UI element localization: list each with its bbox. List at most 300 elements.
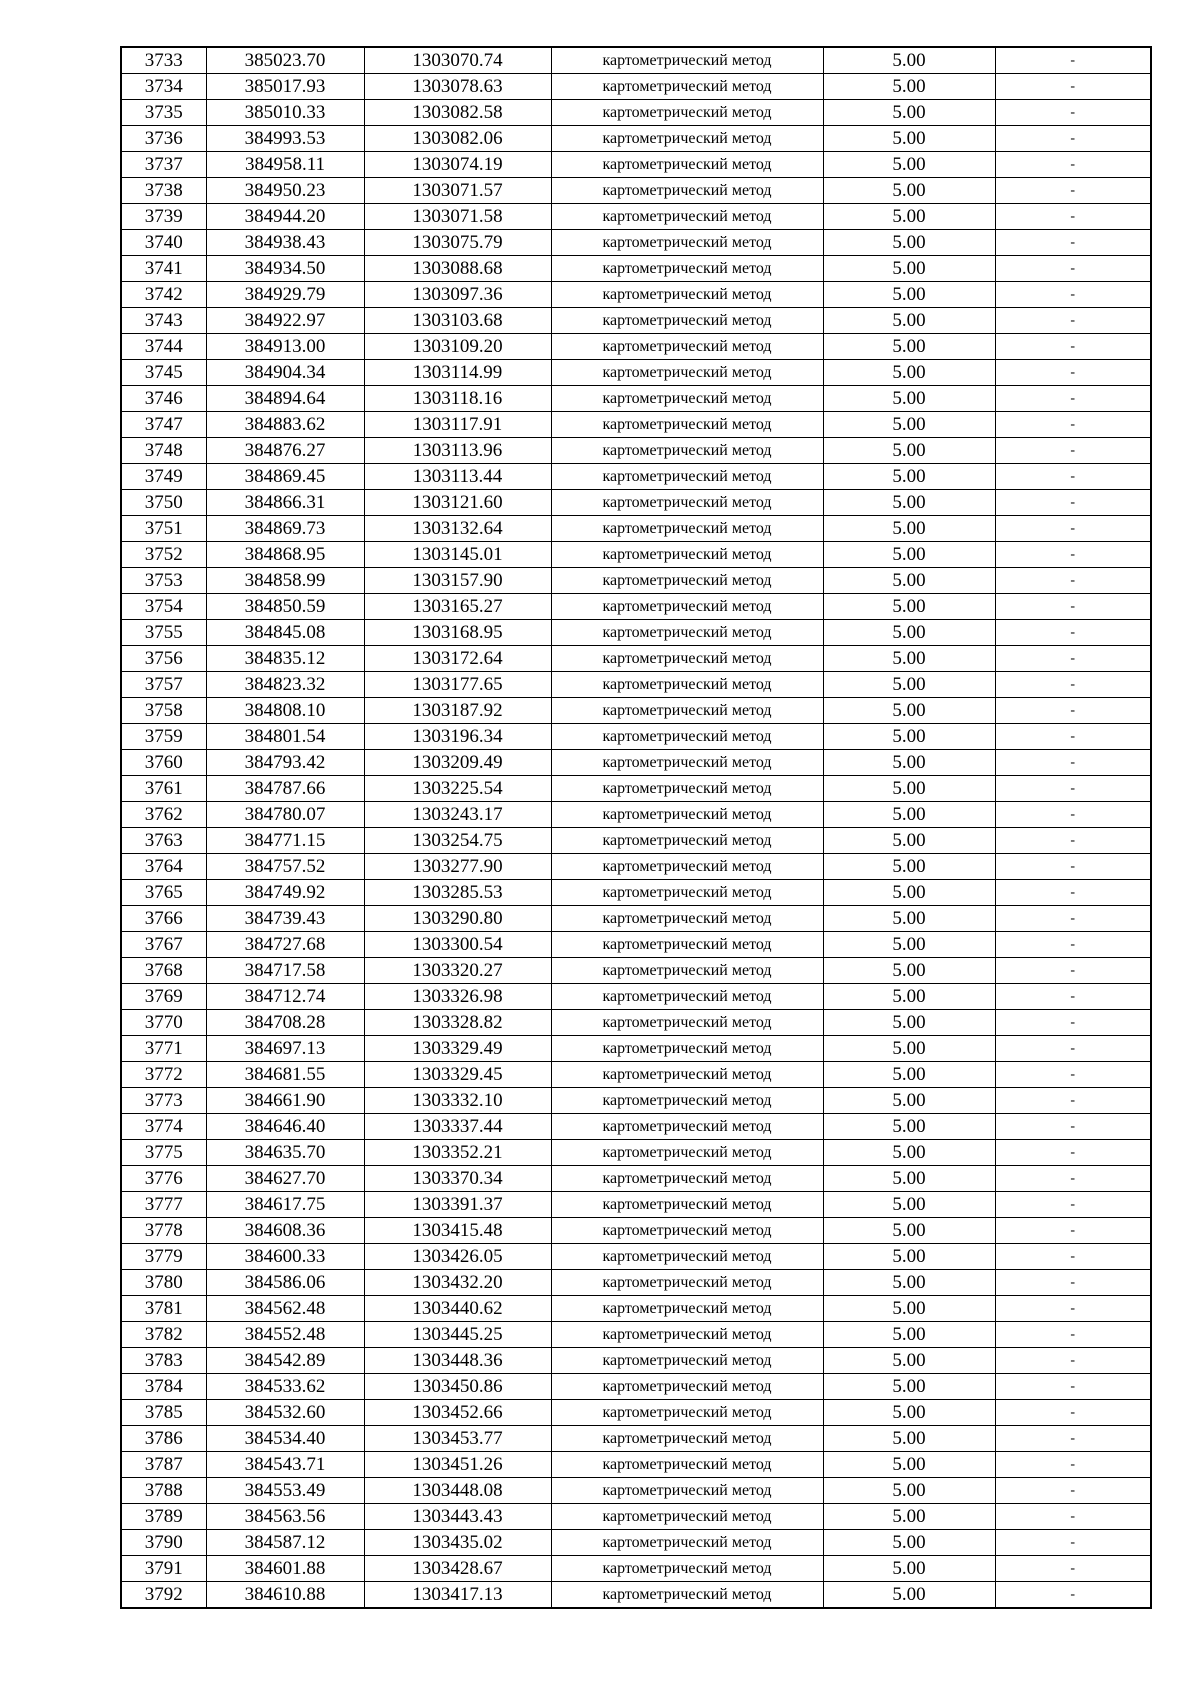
y-coordinate-cell: 1303426.05 xyxy=(364,1244,551,1270)
x-coordinate-cell: 384913.00 xyxy=(206,334,364,360)
method-cell: картометрический метод xyxy=(551,1426,823,1452)
table-row xyxy=(121,1322,1151,1348)
method-cell: картометрический метод xyxy=(551,178,823,204)
note-cell: - xyxy=(995,1192,1151,1218)
method-cell: картометрический метод xyxy=(551,412,823,438)
point-number-cell: 3771 xyxy=(121,1036,206,1062)
y-coordinate-cell: 1303391.37 xyxy=(364,1192,551,1218)
note-cell: - xyxy=(995,568,1151,594)
table-row xyxy=(121,1582,1151,1609)
x-coordinate-cell: 384532.60 xyxy=(206,1400,364,1426)
coordinates-table-body xyxy=(121,47,1151,1608)
point-number-cell: 3765 xyxy=(121,880,206,906)
y-coordinate-cell: 1303113.96 xyxy=(364,438,551,464)
note-cell: - xyxy=(995,594,1151,620)
accuracy-cell: 5.00 xyxy=(823,282,995,308)
note-cell: - xyxy=(995,828,1151,854)
accuracy-cell: 5.00 xyxy=(823,100,995,126)
table-row xyxy=(121,1062,1151,1088)
note-cell: - xyxy=(995,620,1151,646)
method-cell: картометрический метод xyxy=(551,828,823,854)
accuracy-cell: 5.00 xyxy=(823,386,995,412)
x-coordinate-cell: 384845.08 xyxy=(206,620,364,646)
point-number-cell: 3753 xyxy=(121,568,206,594)
y-coordinate-cell: 1303103.68 xyxy=(364,308,551,334)
y-coordinate-cell: 1303070.74 xyxy=(364,47,551,74)
note-cell: - xyxy=(995,100,1151,126)
coordinates-table xyxy=(120,46,1152,1609)
accuracy-cell: 5.00 xyxy=(823,1348,995,1374)
y-coordinate-cell: 1303078.63 xyxy=(364,74,551,100)
method-cell: картометрический метод xyxy=(551,334,823,360)
table-row xyxy=(121,880,1151,906)
note-cell: - xyxy=(995,490,1151,516)
point-number-cell: 3786 xyxy=(121,1426,206,1452)
y-coordinate-cell: 1303428.67 xyxy=(364,1556,551,1582)
x-coordinate-cell: 384904.34 xyxy=(206,360,364,386)
table-row xyxy=(121,828,1151,854)
point-number-cell: 3788 xyxy=(121,1478,206,1504)
x-coordinate-cell: 384793.42 xyxy=(206,750,364,776)
accuracy-cell: 5.00 xyxy=(823,74,995,100)
accuracy-cell: 5.00 xyxy=(823,594,995,620)
note-cell: - xyxy=(995,204,1151,230)
table-row xyxy=(121,490,1151,516)
note-cell: - xyxy=(995,412,1151,438)
note-cell: - xyxy=(995,1296,1151,1322)
accuracy-cell: 5.00 xyxy=(823,438,995,464)
table-row xyxy=(121,1452,1151,1478)
point-number-cell: 3739 xyxy=(121,204,206,230)
note-cell: - xyxy=(995,308,1151,334)
table-row xyxy=(121,256,1151,282)
method-cell: картометрический метод xyxy=(551,750,823,776)
method-cell: картометрический метод xyxy=(551,698,823,724)
x-coordinate-cell: 384922.97 xyxy=(206,308,364,334)
accuracy-cell: 5.00 xyxy=(823,204,995,230)
note-cell: - xyxy=(995,854,1151,880)
x-coordinate-cell: 384601.88 xyxy=(206,1556,364,1582)
method-cell: картометрический метод xyxy=(551,308,823,334)
x-coordinate-cell: 384801.54 xyxy=(206,724,364,750)
point-number-cell: 3742 xyxy=(121,282,206,308)
note-cell: - xyxy=(995,1582,1151,1609)
method-cell: картометрический метод xyxy=(551,438,823,464)
x-coordinate-cell: 384850.59 xyxy=(206,594,364,620)
accuracy-cell: 5.00 xyxy=(823,724,995,750)
x-coordinate-cell: 384562.48 xyxy=(206,1296,364,1322)
point-number-cell: 3760 xyxy=(121,750,206,776)
accuracy-cell: 5.00 xyxy=(823,1400,995,1426)
method-cell: картометрический метод xyxy=(551,230,823,256)
method-cell: картометрический метод xyxy=(551,1582,823,1609)
accuracy-cell: 5.00 xyxy=(823,1218,995,1244)
y-coordinate-cell: 1303209.49 xyxy=(364,750,551,776)
table-row xyxy=(121,1374,1151,1400)
accuracy-cell: 5.00 xyxy=(823,984,995,1010)
y-coordinate-cell: 1303157.90 xyxy=(364,568,551,594)
point-number-cell: 3738 xyxy=(121,178,206,204)
table-row xyxy=(121,230,1151,256)
table-row xyxy=(121,178,1151,204)
x-coordinate-cell: 384929.79 xyxy=(206,282,364,308)
x-coordinate-cell: 384869.73 xyxy=(206,516,364,542)
note-cell: - xyxy=(995,1322,1151,1348)
point-number-cell: 3785 xyxy=(121,1400,206,1426)
point-number-cell: 3740 xyxy=(121,230,206,256)
method-cell: картометрический метод xyxy=(551,724,823,750)
point-number-cell: 3772 xyxy=(121,1062,206,1088)
point-number-cell: 3734 xyxy=(121,74,206,100)
table-row xyxy=(121,698,1151,724)
point-number-cell: 3755 xyxy=(121,620,206,646)
point-number-cell: 3766 xyxy=(121,906,206,932)
y-coordinate-cell: 1303285.53 xyxy=(364,880,551,906)
accuracy-cell: 5.00 xyxy=(823,1322,995,1348)
method-cell: картометрический метод xyxy=(551,74,823,100)
y-coordinate-cell: 1303277.90 xyxy=(364,854,551,880)
table-row xyxy=(121,1218,1151,1244)
x-coordinate-cell: 384934.50 xyxy=(206,256,364,282)
note-cell: - xyxy=(995,74,1151,100)
y-coordinate-cell: 1303352.21 xyxy=(364,1140,551,1166)
x-coordinate-cell: 384808.10 xyxy=(206,698,364,724)
method-cell: картометрический метод xyxy=(551,1530,823,1556)
y-coordinate-cell: 1303132.64 xyxy=(364,516,551,542)
table-row xyxy=(121,932,1151,958)
method-cell: картометрический метод xyxy=(551,1322,823,1348)
point-number-cell: 3777 xyxy=(121,1192,206,1218)
accuracy-cell: 5.00 xyxy=(823,1062,995,1088)
y-coordinate-cell: 1303417.13 xyxy=(364,1582,551,1609)
note-cell: - xyxy=(995,932,1151,958)
x-coordinate-cell: 384993.53 xyxy=(206,126,364,152)
accuracy-cell: 5.00 xyxy=(823,360,995,386)
x-coordinate-cell: 384586.06 xyxy=(206,1270,364,1296)
table-row xyxy=(121,542,1151,568)
y-coordinate-cell: 1303329.49 xyxy=(364,1036,551,1062)
y-coordinate-cell: 1303332.10 xyxy=(364,1088,551,1114)
method-cell: картометрический метод xyxy=(551,360,823,386)
accuracy-cell: 5.00 xyxy=(823,256,995,282)
accuracy-cell: 5.00 xyxy=(823,646,995,672)
point-number-cell: 3781 xyxy=(121,1296,206,1322)
accuracy-cell: 5.00 xyxy=(823,698,995,724)
point-number-cell: 3754 xyxy=(121,594,206,620)
y-coordinate-cell: 1303370.34 xyxy=(364,1166,551,1192)
accuracy-cell: 5.00 xyxy=(823,880,995,906)
table-row xyxy=(121,516,1151,542)
table-row xyxy=(121,906,1151,932)
x-coordinate-cell: 384708.28 xyxy=(206,1010,364,1036)
y-coordinate-cell: 1303445.25 xyxy=(364,1322,551,1348)
note-cell: - xyxy=(995,776,1151,802)
y-coordinate-cell: 1303196.34 xyxy=(364,724,551,750)
accuracy-cell: 5.00 xyxy=(823,334,995,360)
point-number-cell: 3757 xyxy=(121,672,206,698)
note-cell: - xyxy=(995,646,1151,672)
y-coordinate-cell: 1303450.86 xyxy=(364,1374,551,1400)
note-cell: - xyxy=(995,542,1151,568)
method-cell: картометрический метод xyxy=(551,386,823,412)
note-cell: - xyxy=(995,1062,1151,1088)
accuracy-cell: 5.00 xyxy=(823,1244,995,1270)
note-cell: - xyxy=(995,958,1151,984)
point-number-cell: 3778 xyxy=(121,1218,206,1244)
y-coordinate-cell: 1303071.58 xyxy=(364,204,551,230)
table-row xyxy=(121,1530,1151,1556)
accuracy-cell: 5.00 xyxy=(823,1166,995,1192)
x-coordinate-cell: 384835.12 xyxy=(206,646,364,672)
note-cell: - xyxy=(995,256,1151,282)
note-cell: - xyxy=(995,126,1151,152)
accuracy-cell: 5.00 xyxy=(823,1426,995,1452)
x-coordinate-cell: 384787.66 xyxy=(206,776,364,802)
accuracy-cell: 5.00 xyxy=(823,490,995,516)
point-number-cell: 3746 xyxy=(121,386,206,412)
table-row xyxy=(121,1244,1151,1270)
point-number-cell: 3775 xyxy=(121,1140,206,1166)
point-number-cell: 3784 xyxy=(121,1374,206,1400)
point-number-cell: 3748 xyxy=(121,438,206,464)
note-cell: - xyxy=(995,178,1151,204)
point-number-cell: 3782 xyxy=(121,1322,206,1348)
method-cell: картометрический метод xyxy=(551,958,823,984)
y-coordinate-cell: 1303074.19 xyxy=(364,152,551,178)
method-cell: картометрический метод xyxy=(551,802,823,828)
table-row xyxy=(121,126,1151,152)
note-cell: - xyxy=(995,1010,1151,1036)
note-cell: - xyxy=(995,698,1151,724)
table-row xyxy=(121,750,1151,776)
note-cell: - xyxy=(995,516,1151,542)
point-number-cell: 3774 xyxy=(121,1114,206,1140)
accuracy-cell: 5.00 xyxy=(823,906,995,932)
table-row xyxy=(121,308,1151,334)
point-number-cell: 3787 xyxy=(121,1452,206,1478)
note-cell: - xyxy=(995,438,1151,464)
accuracy-cell: 5.00 xyxy=(823,958,995,984)
point-number-cell: 3743 xyxy=(121,308,206,334)
table-row xyxy=(121,1114,1151,1140)
y-coordinate-cell: 1303114.99 xyxy=(364,360,551,386)
y-coordinate-cell: 1303328.82 xyxy=(364,1010,551,1036)
point-number-cell: 3770 xyxy=(121,1010,206,1036)
note-cell: - xyxy=(995,1348,1151,1374)
point-number-cell: 3783 xyxy=(121,1348,206,1374)
accuracy-cell: 5.00 xyxy=(823,308,995,334)
x-coordinate-cell: 384697.13 xyxy=(206,1036,364,1062)
table-row xyxy=(121,47,1151,74)
table-row xyxy=(121,854,1151,880)
table-row xyxy=(121,672,1151,698)
accuracy-cell: 5.00 xyxy=(823,464,995,490)
method-cell: картометрический метод xyxy=(551,568,823,594)
table-row xyxy=(121,802,1151,828)
x-coordinate-cell: 384542.89 xyxy=(206,1348,364,1374)
method-cell: картометрический метод xyxy=(551,1270,823,1296)
method-cell: картометрический метод xyxy=(551,1504,823,1530)
accuracy-cell: 5.00 xyxy=(823,1504,995,1530)
y-coordinate-cell: 1303118.16 xyxy=(364,386,551,412)
point-number-cell: 3750 xyxy=(121,490,206,516)
note-cell: - xyxy=(995,464,1151,490)
table-row xyxy=(121,1348,1151,1374)
y-coordinate-cell: 1303448.36 xyxy=(364,1348,551,1374)
y-coordinate-cell: 1303452.66 xyxy=(364,1400,551,1426)
method-cell: картометрический метод xyxy=(551,1478,823,1504)
y-coordinate-cell: 1303071.57 xyxy=(364,178,551,204)
x-coordinate-cell: 384587.12 xyxy=(206,1530,364,1556)
note-cell: - xyxy=(995,386,1151,412)
point-number-cell: 3776 xyxy=(121,1166,206,1192)
point-number-cell: 3768 xyxy=(121,958,206,984)
note-cell: - xyxy=(995,1374,1151,1400)
method-cell: картометрический метод xyxy=(551,854,823,880)
accuracy-cell: 5.00 xyxy=(823,1452,995,1478)
point-number-cell: 3779 xyxy=(121,1244,206,1270)
note-cell: - xyxy=(995,724,1151,750)
note-cell: - xyxy=(995,750,1151,776)
point-number-cell: 3789 xyxy=(121,1504,206,1530)
method-cell: картометрический метод xyxy=(551,256,823,282)
table-row xyxy=(121,464,1151,490)
table-row xyxy=(121,152,1151,178)
note-cell: - xyxy=(995,230,1151,256)
table-row xyxy=(121,958,1151,984)
method-cell: картометрический метод xyxy=(551,1296,823,1322)
method-cell: картометрический метод xyxy=(551,1192,823,1218)
accuracy-cell: 5.00 xyxy=(823,230,995,256)
method-cell: картометрический метод xyxy=(551,594,823,620)
method-cell: картометрический метод xyxy=(551,1088,823,1114)
method-cell: картометрический метод xyxy=(551,646,823,672)
accuracy-cell: 5.00 xyxy=(823,178,995,204)
method-cell: картометрический метод xyxy=(551,464,823,490)
y-coordinate-cell: 1303121.60 xyxy=(364,490,551,516)
note-cell: - xyxy=(995,672,1151,698)
table-row xyxy=(121,984,1151,1010)
note-cell: - xyxy=(995,334,1151,360)
table-row xyxy=(121,74,1151,100)
x-coordinate-cell: 384894.64 xyxy=(206,386,364,412)
method-cell: картометрический метод xyxy=(551,1452,823,1478)
point-number-cell: 3764 xyxy=(121,854,206,880)
accuracy-cell: 5.00 xyxy=(823,1114,995,1140)
accuracy-cell: 5.00 xyxy=(823,932,995,958)
table-row xyxy=(121,1140,1151,1166)
table-row xyxy=(121,646,1151,672)
accuracy-cell: 5.00 xyxy=(823,672,995,698)
point-number-cell: 3791 xyxy=(121,1556,206,1582)
note-cell: - xyxy=(995,1218,1151,1244)
point-number-cell: 3744 xyxy=(121,334,206,360)
y-coordinate-cell: 1303415.48 xyxy=(364,1218,551,1244)
x-coordinate-cell: 384534.40 xyxy=(206,1426,364,1452)
table-row xyxy=(121,1166,1151,1192)
point-number-cell: 3737 xyxy=(121,152,206,178)
point-number-cell: 3773 xyxy=(121,1088,206,1114)
point-number-cell: 3763 xyxy=(121,828,206,854)
note-cell: - xyxy=(995,1140,1151,1166)
point-number-cell: 3749 xyxy=(121,464,206,490)
x-coordinate-cell: 384712.74 xyxy=(206,984,364,1010)
x-coordinate-cell: 384749.92 xyxy=(206,880,364,906)
accuracy-cell: 5.00 xyxy=(823,1296,995,1322)
table-row xyxy=(121,386,1151,412)
note-cell: - xyxy=(995,984,1151,1010)
note-cell: - xyxy=(995,880,1151,906)
point-number-cell: 3735 xyxy=(121,100,206,126)
method-cell: картометрический метод xyxy=(551,906,823,932)
x-coordinate-cell: 384780.07 xyxy=(206,802,364,828)
accuracy-cell: 5.00 xyxy=(823,1582,995,1609)
y-coordinate-cell: 1303172.64 xyxy=(364,646,551,672)
method-cell: картометрический метод xyxy=(551,1400,823,1426)
accuracy-cell: 5.00 xyxy=(823,412,995,438)
note-cell: - xyxy=(995,1478,1151,1504)
accuracy-cell: 5.00 xyxy=(823,126,995,152)
x-coordinate-cell: 385010.33 xyxy=(206,100,364,126)
y-coordinate-cell: 1303329.45 xyxy=(364,1062,551,1088)
note-cell: - xyxy=(995,1244,1151,1270)
x-coordinate-cell: 384600.33 xyxy=(206,1244,364,1270)
note-cell: - xyxy=(995,1114,1151,1140)
y-coordinate-cell: 1303448.08 xyxy=(364,1478,551,1504)
x-coordinate-cell: 384543.71 xyxy=(206,1452,364,1478)
x-coordinate-cell: 384608.36 xyxy=(206,1218,364,1244)
y-coordinate-cell: 1303109.20 xyxy=(364,334,551,360)
note-cell: - xyxy=(995,152,1151,178)
method-cell: картометрический метод xyxy=(551,620,823,646)
note-cell: - xyxy=(995,906,1151,932)
table-row xyxy=(121,776,1151,802)
note-cell: - xyxy=(995,47,1151,74)
y-coordinate-cell: 1303113.44 xyxy=(364,464,551,490)
y-coordinate-cell: 1303254.75 xyxy=(364,828,551,854)
method-cell: картометрический метод xyxy=(551,1348,823,1374)
method-cell: картометрический метод xyxy=(551,1114,823,1140)
y-coordinate-cell: 1303075.79 xyxy=(364,230,551,256)
x-coordinate-cell: 384868.95 xyxy=(206,542,364,568)
note-cell: - xyxy=(995,1452,1151,1478)
accuracy-cell: 5.00 xyxy=(823,776,995,802)
point-number-cell: 3751 xyxy=(121,516,206,542)
table-row xyxy=(121,100,1151,126)
table-row xyxy=(121,360,1151,386)
point-number-cell: 3747 xyxy=(121,412,206,438)
note-cell: - xyxy=(995,1426,1151,1452)
x-coordinate-cell: 385017.93 xyxy=(206,74,364,100)
table-row xyxy=(121,282,1151,308)
method-cell: картометрический метод xyxy=(551,1062,823,1088)
method-cell: картометрический метод xyxy=(551,1374,823,1400)
table-row xyxy=(121,568,1151,594)
method-cell: картометрический метод xyxy=(551,932,823,958)
method-cell: картометрический метод xyxy=(551,152,823,178)
table-row xyxy=(121,334,1151,360)
table-row xyxy=(121,1556,1151,1582)
point-number-cell: 3733 xyxy=(121,47,206,74)
table-row xyxy=(121,204,1151,230)
accuracy-cell: 5.00 xyxy=(823,1192,995,1218)
y-coordinate-cell: 1303326.98 xyxy=(364,984,551,1010)
y-coordinate-cell: 1303320.27 xyxy=(364,958,551,984)
accuracy-cell: 5.00 xyxy=(823,1556,995,1582)
x-coordinate-cell: 384552.48 xyxy=(206,1322,364,1348)
table-row xyxy=(121,1010,1151,1036)
point-number-cell: 3752 xyxy=(121,542,206,568)
